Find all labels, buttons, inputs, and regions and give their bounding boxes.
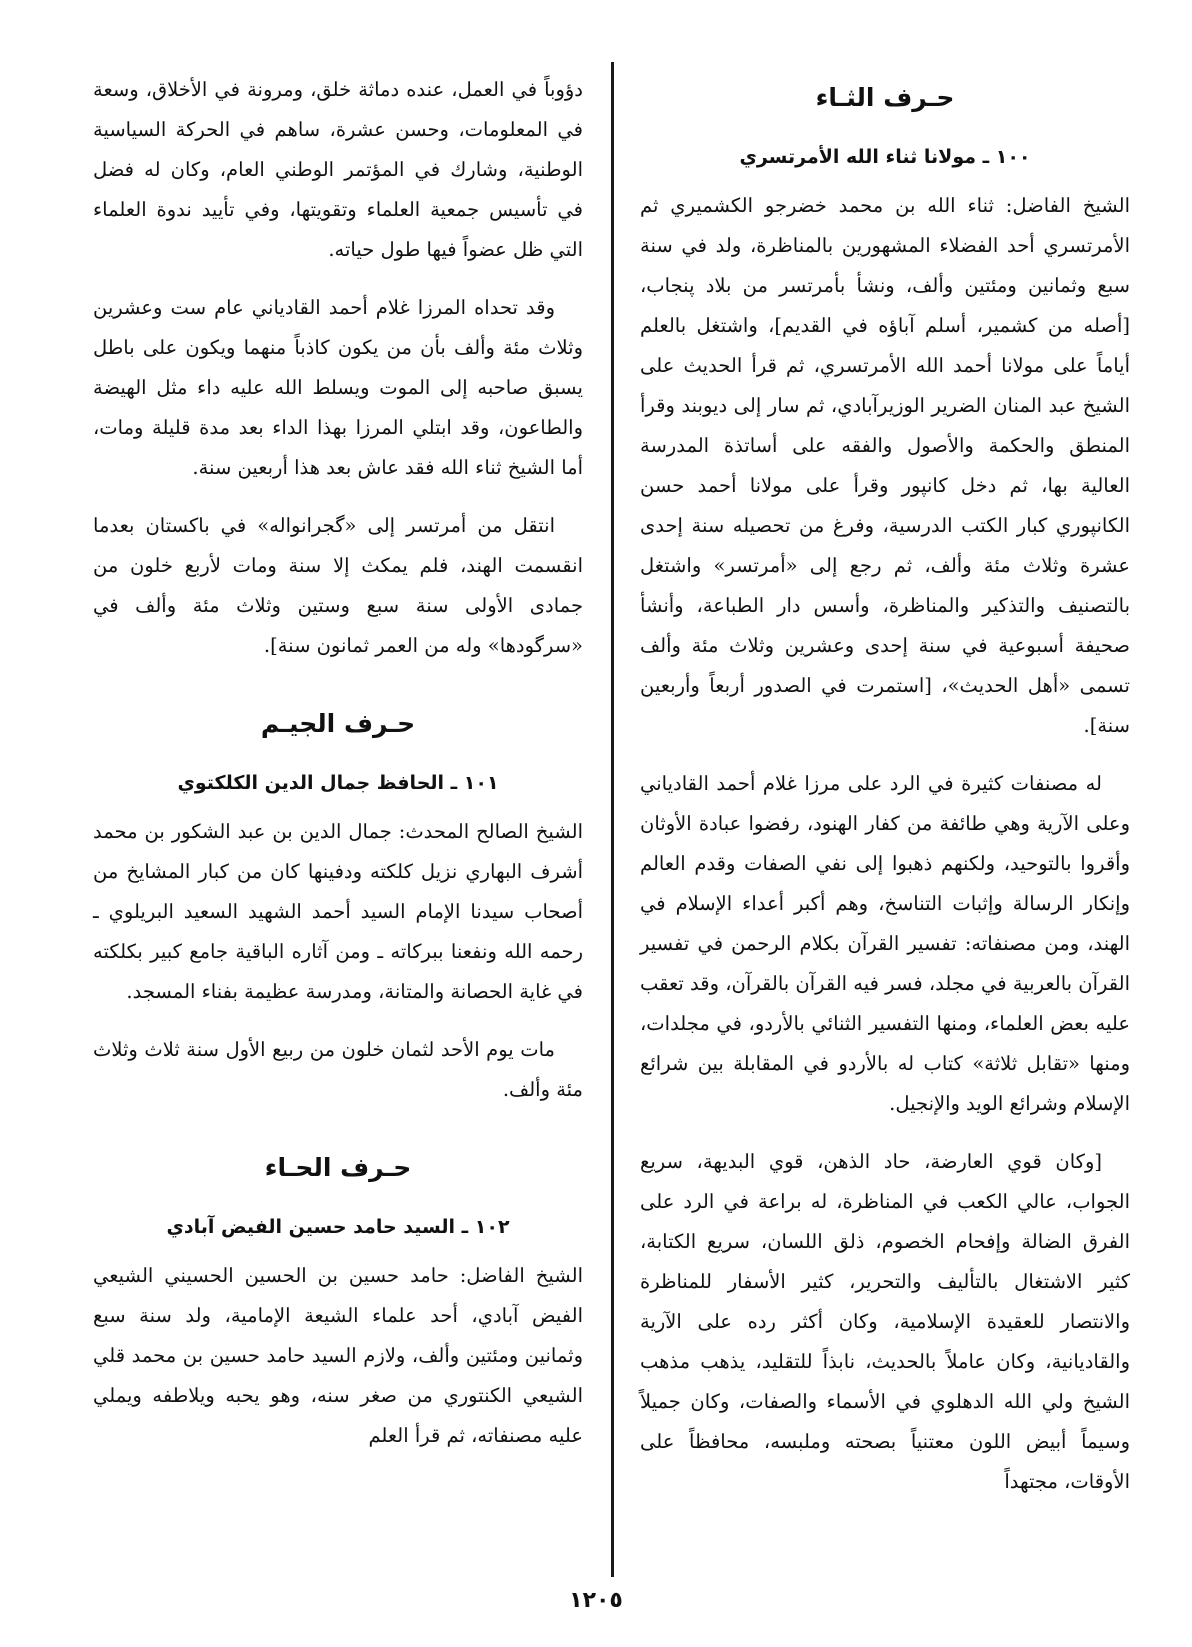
- entry-title-101: ١٠١ ـ الحافظ جمال الدين الكلكتوي: [177, 772, 499, 794]
- paragraph: مات يوم الأحد لثمان خلون من ربيع الأول سنة ثلاث وثلاث مئة وألف.: [93, 1038, 583, 1101]
- entry-title-100: ١٠٠ ـ مولانا ثناء الله الأمرتسري: [739, 146, 1031, 168]
- paragraph: انتقل من أمرتسر إلى «گجرانواله» في باكستان بعدما انقسمت الهند، فلم يمكث إلا سنة ومات لأربع خلون من جمادى الأولى سنة سبع وستين وثلاث مئة وألف في «سرگودها» وله من العمر ثمانون سنة].: [93, 514, 583, 657]
- paragraph: وقد تحداه المرزا غلام أحمد القادياني عام ست وعشرين وثلاث مئة وألف بأن من يكون كاذباً منهما ويكون على باطل يسبق صاحبه إلى الموت ويسلط الله عليه داء مثل الهيضة والطاعون، وقد ابتلي المرزا بهذا الداء بعد مدة قليلة ومات، أما الشيخ ثناء الله فقد عاش بعد هذا أربعين سنة.: [93, 296, 583, 479]
- section-title-ha: حـرف الحـاء: [264, 1153, 412, 1182]
- right-column: [640, 70, 1130, 1520]
- entry-title-102: ١٠٢ ـ السيد حامد حسين الفيض آبادي: [166, 1216, 510, 1238]
- paragraph: الشيخ الفاضل: ثناء الله بن محمد خضرجو الكشميري ثم الأمرتسري أحد الفضلاء المشهورين بالمناظرة، ولد في سنة سبع وثمانين ومئتين وألف، ونشأ بأمرتسر من بلاد پنجاب، [أصله من كشمير، أسلم آباؤه في القديم]، واشتغل بالعلم أياماً على مولانا أحمد الله الأمرتسري، ثم قرأ الحديث على الشيخ عبد المنان الضرير الوزيرآبادي، ثم سار إلى ديوبند وقرأ المنطق والحكمة والأصول والفقه على أساتذة المدرسة العالية بها، ثم دخل كانپور وقرأ على مولانا أحمد حسن الكانپوري كبار الكتب الدرسية، وفرغ من تحصيله سنة إحدى عشرة وثلاث مئة وألف، ثم رجع إلى «أمرتسر» واشتغل بالتصنيف والتذكير والمناظرة، وأسس دار الطباعة، وأنشأ صحيفة أسبوعية في سنة إحدى وعشرين وثلاث مئة وألف تسمى «أهل الحديث»، [استمرت في الصدور أربعاً وأربعين سنة].: [640, 194, 1130, 737]
- paragraph: [وكان قوي العارضة، حاد الذهن، قوي البديهة، سريع الجواب، عالي الكعب في المناظرة، له براعة في الرد على الفرق الضالة وإفحام الخصوم، ذلق اللسان، سريع الكتابة، كثير الاشتغال بالتأليف والتحرير، كثير الأسفار للمناظرة والانتصار للعقيدة الإسلامية، وكان أكثر رده على الآرية والقاديانية، وكان عاملاً بالحديث، نابذاً للتقليد، يذهب مذهب الشيخ ولي الله الدهلوي في الأسماء والصفات، وكان جميلاً وسيماً أبيض اللون معتنياً بصحته وملبسه، محافظاً على الأوقات، مجتهداً: [640, 1150, 1130, 1493]
- section-title-tha: حـرف الثـاء: [815, 83, 955, 112]
- paragraph: الشيخ الفاضل: حامد حسين بن الحسين الحسيني الشيعي الفيض آبادي، أحد علماء الشيعة الإمامية، ولد سنة سبع وثمانين ومئتين وألف، ولازم السيد حامد حسين بن محمد قلي الشيعي الكنتوري من صغر سنه، وهو يحبه ويلاطفه ويملي عليه مصنفاته، ثم قرأ العلم: [93, 1264, 583, 1447]
- paragraph: الشيخ الصالح المحدث: جمال الدين بن عبد الشكور بن محمد أشرف البهاري نزيل كلكته ودفينها كان من كبار المشايخ من أصحاب سيدنا الإمام السيد أحمد الشهيد السعيد البريلوي ـ رحمه الله ونفعنا ببركاته ـ ومن آثاره الباقية جامع كبير بكلكته في غاية الحصانة والمتانة، ومدرسة عظيمة بفناء المسجد.: [93, 820, 583, 1003]
- page-number: ١٢٠٥: [569, 1588, 623, 1613]
- paragraph: له مصنفات كثيرة في الرد على مرزا غلام أحمد القادياني وعلى الآرية وهي طائفة من كفار الهنود، رفضوا عبادة الأوثان وأقروا بالتوحيد، ولكنهم ذهبوا إلى نفي الصفات وقدم العالم وإنكار الرسالة وإثبات التناسخ، وهم أكبر أعداء الإسلام في الهند، ومن مصنفاته: تفسير القرآن بكلام الرحمن في تفسير القرآن بالعربية في مجلد، فسر فيه القرآن بالقرآن، وقد تعقب عليه بعض العلماء، ومنها التفسير الثنائي بالأردو، في مجلدات، ومنها «تقابل ثلاثة» كتاب له بالأردو في المقابلة بين شرائع الإسلام وشرائع الويد والإنجيل.: [640, 772, 1130, 1115]
- column-divider: [611, 62, 614, 1577]
- section-title-jim: حـرف الجيـم: [260, 709, 416, 738]
- paragraph: دؤوباً في العمل، عنده دماثة خلق، ومرونة في الأخلاق، وسعة في المعلومات، وحسن عشرة، ساهم في الحركة السياسية الوطنية، وشارك في المؤتمر الوطني العام، وكان له فضل في تأسيس جمعية العلماء وتقويتها، وفي تأييد ندوة العلماء التي ظل عضواً فيها طول حياته.: [93, 78, 583, 261]
- left-column: [93, 70, 583, 1474]
